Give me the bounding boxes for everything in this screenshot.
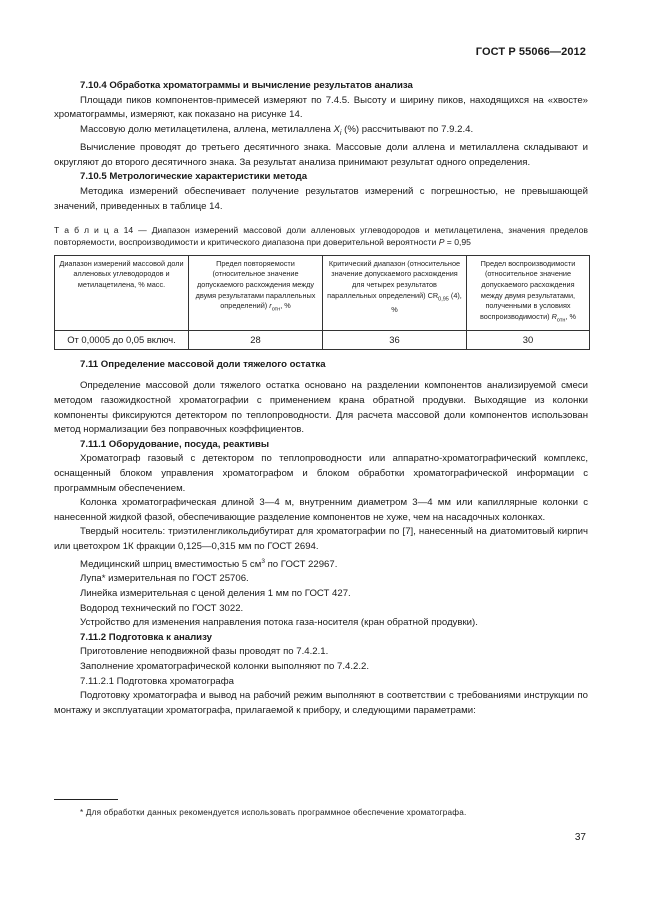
paragraph: Площади пиков компонентов-примесей измеряют по 7.4.5. Высоту и ширину пиков, находящихся на «хвосте» хроматограммы, измеряют, как показано на рисунке 14. [54, 94, 588, 121]
header-text: Предел повторяемости (относительное значение допускаемого расхождения между двумя результатами параллельных определений) [195, 258, 316, 311]
paragraph: Приготовление неподвижной фазы проводят по 7.4.2.1. [80, 646, 329, 658]
text: Медицинский шприц вместимостью 5 см [80, 558, 262, 570]
paragraph: Водород технический по ГОСТ 3022. [80, 602, 244, 614]
header-subscript: отн [556, 317, 566, 324]
paragraph: Линейка измерительная с ценой деления 1 мм по ГОСТ 427. [80, 587, 351, 599]
table-cell: 28 [189, 330, 323, 349]
paragraph: Методика измерений обеспечивает получение результатов измерений с погрешностью, не превышающей значений, приведенных в таблице 14. [54, 186, 588, 212]
page-content [54, 79, 588, 718]
table-row [55, 330, 590, 349]
section-heading-7-11-2: 7.11.2 Подготовка к анализу [80, 631, 212, 643]
paragraph: Определение массовой доли тяжелого остатка основано на разделении компонентов анализируемой смеси методом газожидкостной хроматографии с применением крана обратной продувки. Выходящие из колонки компоненты фиксируются детектором по теплопроводности. Для расчета массовой доли компонентов использован метод нормализации без поправочных коэффициентов. [54, 380, 588, 436]
header-text: Критический диапазон (относительное значение допускаемого расхождения для четырех результатов параллельных определений) CR [327, 258, 461, 300]
paragraph: Лупа* измерительная по ГОСТ 25706. [80, 573, 249, 585]
paragraph [54, 123, 588, 142]
text: Массовую долю метилацетилена, аллена, метилаллена [80, 123, 334, 135]
column-header [467, 255, 590, 330]
paragraph [54, 555, 588, 573]
column-header [189, 255, 323, 330]
section-heading-7-11: 7.11 Определение массовой доли тяжелого остатка [80, 358, 326, 370]
paragraph: Твердый носитель: триэтиленгликольдибутират для хроматографии по [7], нанесенный на диатомитовый кирпич или цветохром 1К фракции 0,125—0,315 мм по ГОСТ 2694. [54, 526, 588, 552]
section-heading-7-10-5: 7.10.5 Метрологические характеристики метода [80, 171, 308, 183]
paragraph: Устройство для изменения направления потока газа-носителя (кран обратной продувки). [80, 617, 478, 629]
section-heading-7-10-4: 7.10.4 Обработка хроматограммы и вычисление результатов анализа [80, 80, 413, 91]
header-text: , % [280, 301, 291, 311]
paragraph: Колонка хроматографическая длиной 3—4 м, внутренним диаметром 3—4 мм или капиллярные колонки с нанесенной жидкой фазой, обеспечивающие разделение компонентов не хуже, чем на насадочных колонках. [54, 497, 588, 523]
text: (%) рассчитывают по 7.9.2.4. [341, 123, 474, 135]
standard-header: ГОСТ Р 55066—2012 [475, 46, 586, 58]
header-text: , % [565, 311, 576, 321]
paragraph: Вычисление проводят до третьего десятичного знака. Массовые доли аллена и метилаллена складывают и округляют до второго десятичного знака. За результат анализа принимают результат одного определения. [54, 142, 588, 168]
table-caption [54, 225, 588, 249]
column-header [323, 255, 467, 330]
header-subscript: отн [271, 306, 281, 313]
table-cell: 36 [323, 330, 467, 349]
subscript: i [339, 129, 342, 137]
table-cell: 30 [467, 330, 590, 349]
paragraph: Подготовку хроматографа и вывод на рабочий режим выполняют в соответствии с требованиями инструкции по монтажу и эксплуатации хроматографа, прилагаемой к прибору, и следующими параметрами: [54, 690, 588, 716]
section-heading-7-11-1: 7.11.1 Оборудование, посуда, реактивы [80, 438, 270, 450]
header-subscript: 0,95 [438, 296, 449, 303]
text: по ГОСТ 22967. [264, 558, 338, 570]
table-header-row [55, 255, 590, 330]
superscript: 3 [261, 557, 265, 565]
table-cell: От 0,0005 до 0,05 включ. [55, 330, 189, 349]
caption-text: Т а б л и ц а 14 — Диапазон измерений массовой доли алленовых углеводородов и метилацетилена, значения пределов повторяемости, воспроизводимости и критического диапазона при доверительной вероятности [54, 225, 588, 248]
caption-variable: P [438, 237, 445, 248]
paragraph: Хроматограф газовый с детектором по теплопроводности или аппаратно-хроматографический комплекс, оснащенный блоком управления хроматографом и блоком обработки хроматографической информации с программным обеспечением. [54, 453, 588, 494]
column-header: Диапазон измерений массовой доли алленовых углеводородов и метилацетилена, % масс. [55, 255, 189, 330]
variable: X [333, 123, 340, 135]
paragraph: 7.11.2.1 Подготовка хроматографа [80, 675, 234, 687]
header-text: Предел воспроизводимости (относительное значение допускаемого расхождения между двумя результатами, полученными в условиях воспроизводимости) [480, 258, 576, 321]
paragraph: Заполнение хроматографической колонки выполняют по 7.4.2.2. [80, 660, 370, 672]
header-text: (4), % [391, 290, 462, 314]
header-variable: R [551, 311, 557, 321]
header-variable: r [269, 301, 272, 311]
table-14 [54, 255, 590, 350]
footnote-divider [54, 799, 118, 800]
footnote: * Для обработки данных рекомендуется использовать программное обеспечение хроматографа. [80, 808, 467, 817]
caption-text: = 0,95 [444, 237, 471, 248]
page-number: 37 [574, 832, 586, 843]
